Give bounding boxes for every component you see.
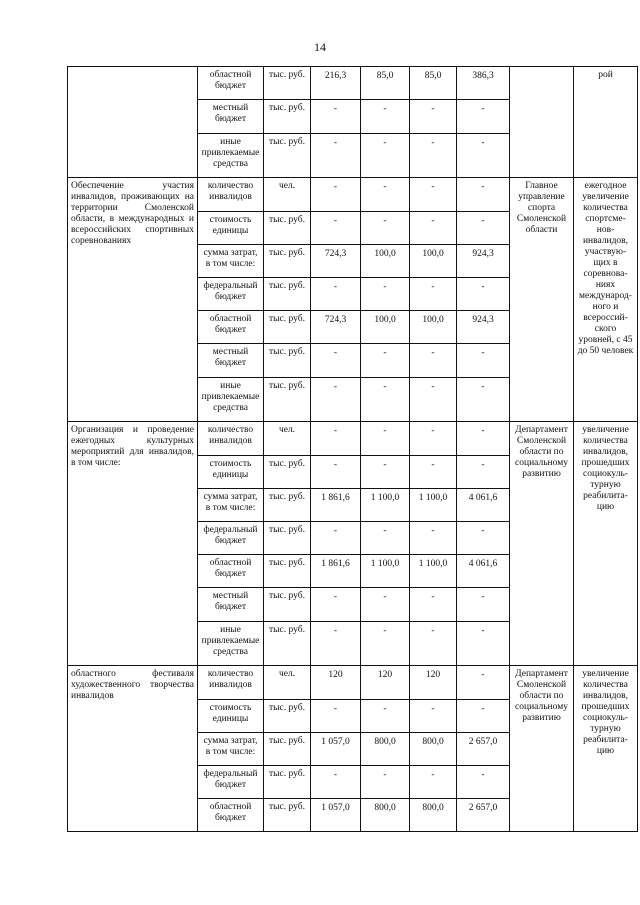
value-cell: 724,3 — [311, 311, 361, 344]
unit-cell: тыс. руб. — [264, 344, 311, 378]
value-cell: 800,0 — [410, 799, 457, 832]
indicator-cell: стоимость единицы — [198, 212, 264, 245]
value-cell: - — [361, 378, 410, 422]
value-cell: - — [410, 278, 457, 311]
page-number: 14 — [314, 40, 326, 54]
table-row — [68, 666, 638, 700]
value-cell: - — [311, 522, 361, 555]
indicator-cell: иные привлекаемые средства — [198, 622, 264, 666]
value-cell: 120 — [311, 666, 361, 700]
indicator-cell: количество инвалидов — [198, 178, 264, 212]
indicator-cell: областной бюджет — [198, 311, 264, 344]
executor-cell — [510, 67, 574, 178]
value-cell: 4 061,6 — [457, 489, 510, 522]
value-cell: 120 — [361, 666, 410, 700]
value-cell: - — [457, 622, 510, 666]
value-cell: 800,0 — [361, 733, 410, 766]
value-cell: - — [361, 588, 410, 622]
value-cell: - — [457, 456, 510, 489]
value-cell: 924,3 — [457, 311, 510, 344]
value-cell: - — [361, 422, 410, 456]
table-row — [68, 422, 638, 456]
executor-cell: Департамент Смоленской области по социальному развитию — [510, 422, 574, 666]
value-cell: 85,0 — [410, 67, 457, 100]
value-cell: 800,0 — [361, 799, 410, 832]
value-cell: - — [311, 766, 361, 799]
unit-cell: тыс. руб. — [264, 700, 311, 733]
value-cell: - — [311, 212, 361, 245]
indicator-cell: областной бюджет — [198, 67, 264, 100]
value-cell: - — [457, 588, 510, 622]
value-cell: - — [361, 100, 410, 134]
value-cell: - — [410, 456, 457, 489]
value-cell: - — [361, 522, 410, 555]
value-cell: 924,3 — [457, 245, 510, 278]
table-row — [68, 178, 638, 212]
unit-cell: тыс. руб. — [264, 733, 311, 766]
value-cell: 2 657,0 — [457, 799, 510, 832]
indicator-cell: федеральный бюджет — [198, 278, 264, 311]
indicator-cell: иные привлекаемые средства — [198, 378, 264, 422]
value-cell: - — [311, 422, 361, 456]
value-cell: - — [457, 378, 510, 422]
value-cell: - — [457, 212, 510, 245]
value-cell: - — [410, 422, 457, 456]
indicator-cell: сумма затрат, в том числе: — [198, 245, 264, 278]
value-cell: - — [410, 522, 457, 555]
value-cell: - — [410, 588, 457, 622]
indicator-cell: федеральный бюджет — [198, 766, 264, 799]
value-cell: 1 057,0 — [311, 799, 361, 832]
value-cell: - — [410, 378, 457, 422]
value-cell: 216,3 — [311, 67, 361, 100]
value-cell: - — [410, 134, 457, 178]
unit-cell: чел. — [264, 666, 311, 700]
value-cell: - — [361, 278, 410, 311]
value-cell: 386,3 — [457, 67, 510, 100]
unit-cell: тыс. руб. — [264, 799, 311, 832]
value-cell: - — [311, 456, 361, 489]
value-cell: - — [311, 278, 361, 311]
unit-cell: тыс. руб. — [264, 489, 311, 522]
indicator-cell: сумма затрат, в том числе: — [198, 733, 264, 766]
unit-cell: тыс. руб. — [264, 456, 311, 489]
value-cell: - — [311, 178, 361, 212]
value-cell: - — [410, 178, 457, 212]
indicator-cell: стоимость единицы — [198, 700, 264, 733]
value-cell: - — [361, 700, 410, 733]
unit-cell: тыс. руб. — [264, 212, 311, 245]
executor-cell: Главное управление спорта Смоленской области — [510, 178, 574, 422]
value-cell: 100,0 — [361, 311, 410, 344]
measure-name: областного фестиваля художественного творчества инвалидов — [68, 666, 198, 832]
measure-name — [68, 67, 198, 178]
value-cell: 1 100,0 — [410, 489, 457, 522]
value-cell: - — [457, 522, 510, 555]
unit-cell: тыс. руб. — [264, 67, 311, 100]
indicator-cell: иные привлекаемые средства — [198, 134, 264, 178]
value-cell: 100,0 — [361, 245, 410, 278]
indicator-cell: местный бюджет — [198, 344, 264, 378]
unit-cell: тыс. руб. — [264, 278, 311, 311]
value-cell: 4 061,6 — [457, 555, 510, 588]
value-cell: 800,0 — [410, 733, 457, 766]
value-cell: - — [311, 100, 361, 134]
value-cell: - — [361, 134, 410, 178]
value-cell: - — [361, 212, 410, 245]
value-cell: 85,0 — [361, 67, 410, 100]
value-cell: 1 100,0 — [410, 555, 457, 588]
unit-cell: тыс. руб. — [264, 245, 311, 278]
value-cell: - — [361, 622, 410, 666]
value-cell: - — [361, 178, 410, 212]
value-cell: 1 861,6 — [311, 489, 361, 522]
unit-cell: тыс. руб. — [264, 134, 311, 178]
value-cell: - — [361, 344, 410, 378]
indicator-cell: местный бюджет — [198, 100, 264, 134]
value-cell: - — [361, 456, 410, 489]
indicator-cell: местный бюджет — [198, 588, 264, 622]
indicator-cell: стоимость единицы — [198, 456, 264, 489]
value-cell: 100,0 — [410, 245, 457, 278]
value-cell: 724,3 — [311, 245, 361, 278]
value-cell: - — [410, 700, 457, 733]
program-table — [67, 66, 638, 832]
indicator-cell: количество инвалидов — [198, 666, 264, 700]
unit-cell: тыс. руб. — [264, 555, 311, 588]
unit-cell: тыс. руб. — [264, 522, 311, 555]
unit-cell: тыс. руб. — [264, 766, 311, 799]
value-cell: - — [311, 134, 361, 178]
value-cell: - — [410, 100, 457, 134]
value-cell: - — [311, 700, 361, 733]
value-cell: 120 — [410, 666, 457, 700]
value-cell: - — [457, 344, 510, 378]
value-cell: - — [457, 422, 510, 456]
expected-result-cell: увеличение количества инвалидов, прошедших социокуль-турную реабилита-цию — [574, 666, 638, 832]
table-row — [68, 67, 638, 100]
unit-cell: тыс. руб. — [264, 311, 311, 344]
value-cell: - — [311, 622, 361, 666]
executor-cell: Департамент Смоленской области по социальному развитию — [510, 666, 574, 832]
value-cell: 1 057,0 — [311, 733, 361, 766]
indicator-cell: областной бюджет — [198, 799, 264, 832]
unit-cell: тыс. руб. — [264, 378, 311, 422]
value-cell: - — [457, 178, 510, 212]
unit-cell: чел. — [264, 178, 311, 212]
value-cell: - — [410, 622, 457, 666]
value-cell: 2 657,0 — [457, 733, 510, 766]
indicator-cell: областной бюджет — [198, 555, 264, 588]
unit-cell: тыс. руб. — [264, 100, 311, 134]
expected-result-cell: рой — [574, 67, 638, 178]
value-cell: - — [457, 100, 510, 134]
value-cell: 100,0 — [410, 311, 457, 344]
expected-result-cell: увеличение количества инвалидов, прошедших социокуль-турную реабилита-цию — [574, 422, 638, 666]
value-cell: 1 100,0 — [361, 489, 410, 522]
value-cell: - — [410, 766, 457, 799]
value-cell: - — [457, 700, 510, 733]
value-cell: - — [457, 666, 510, 700]
unit-cell: тыс. руб. — [264, 622, 311, 666]
indicator-cell: федеральный бюджет — [198, 522, 264, 555]
value-cell: - — [311, 378, 361, 422]
indicator-cell: сумма затрат, в том числе: — [198, 489, 264, 522]
value-cell: - — [457, 278, 510, 311]
value-cell: - — [361, 766, 410, 799]
indicator-cell: количество инвалидов — [198, 422, 264, 456]
measure-name: Организация и проведение ежегодных культурных мероприятий для инвалидов, в том числе: — [68, 422, 198, 666]
value-cell: - — [457, 134, 510, 178]
value-cell: - — [410, 344, 457, 378]
unit-cell: чел. — [264, 422, 311, 456]
unit-cell: тыс. руб. — [264, 588, 311, 622]
value-cell: 1 861,6 — [311, 555, 361, 588]
value-cell: - — [311, 344, 361, 378]
expected-result-cell: ежегодное увеличение количества спортсме-нов-инвалидов, участвую-щих в соревнова-ниях международ-ного и всероссий-ского уровней, с 45 до 50 человек — [574, 178, 638, 422]
value-cell: - — [410, 212, 457, 245]
value-cell: - — [311, 588, 361, 622]
value-cell: 1 100,0 — [361, 555, 410, 588]
measure-name: Обеспечение участия инвалидов, проживающих на территории Смоленской области, в международных и всероссийских спортивных соревнованиях — [68, 178, 198, 422]
value-cell: - — [457, 766, 510, 799]
